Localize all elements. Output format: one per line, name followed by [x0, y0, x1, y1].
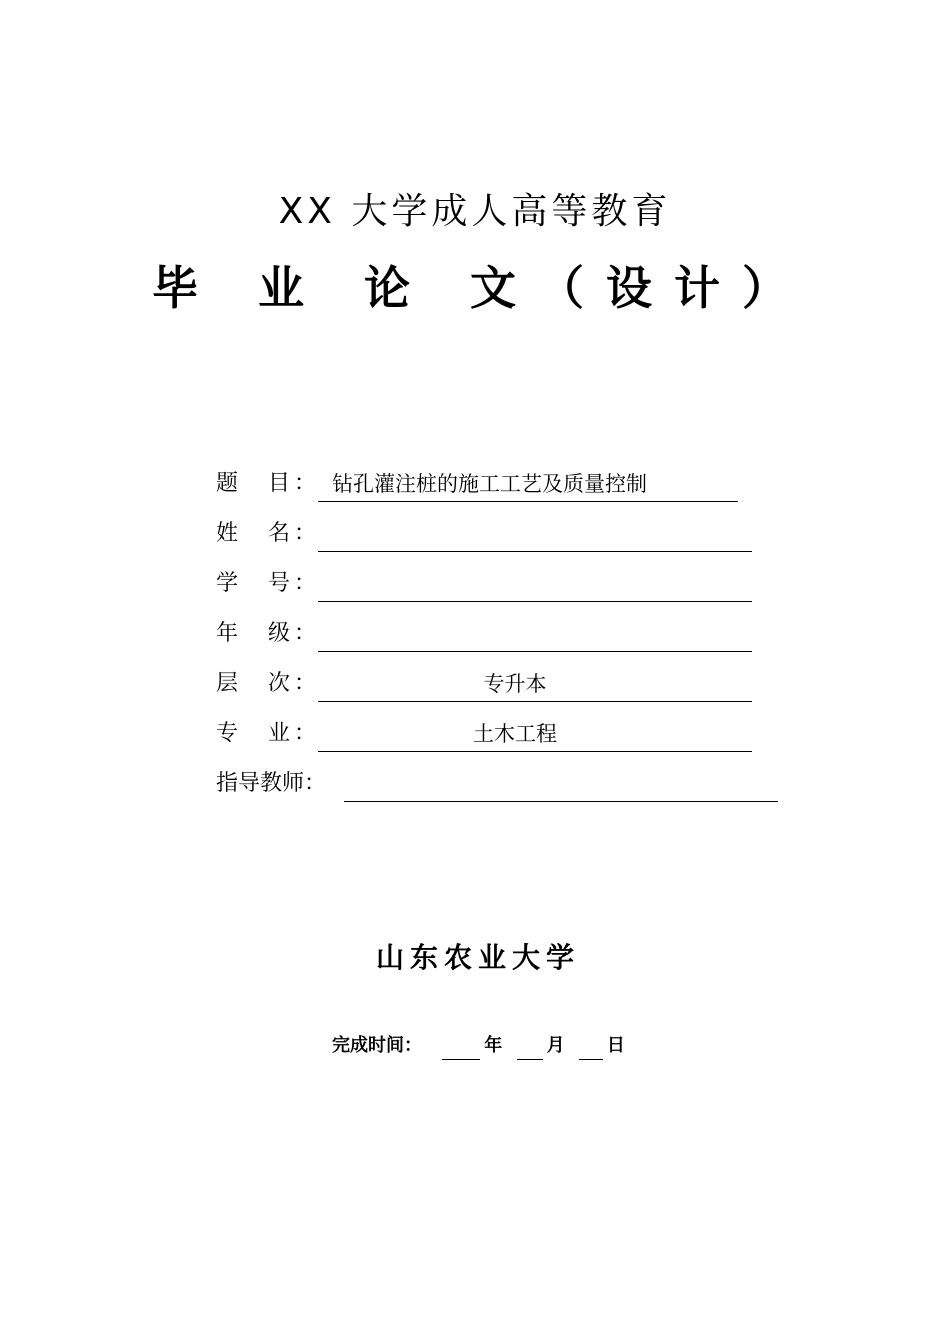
major-field[interactable]: 土木工程 [318, 716, 752, 752]
month-blank[interactable] [517, 1037, 543, 1060]
advisor-field[interactable] [344, 766, 778, 802]
completion-label: 完成时间： [332, 1035, 422, 1056]
title-row: 题 目 ： 钻孔灌注桩的施工工艺及质量控制 [216, 466, 796, 502]
document-type-heading: 毕 业 论 文（设计） [151, 261, 811, 315]
major-row: 专 业 ： 土木工程 [216, 716, 796, 752]
student-id-field[interactable] [318, 566, 752, 602]
year-blank[interactable] [442, 1037, 480, 1060]
month-unit: 月 [546, 1035, 565, 1056]
student-id-row: 学 号 ： [216, 566, 796, 602]
name-row: 姓 名 ： [216, 516, 796, 552]
level-row: 层 次 ： 专升本 [216, 666, 796, 702]
level-field[interactable]: 专升本 [318, 666, 752, 702]
year-unit: 年 [484, 1035, 503, 1056]
advisor-label: 指导教师： [216, 771, 327, 796]
university-heading: XX 大学成人高等教育 [278, 191, 672, 232]
grade-field[interactable] [318, 616, 752, 652]
name-field[interactable] [318, 516, 752, 552]
day-blank[interactable] [579, 1037, 603, 1060]
completion-date [332, 1032, 625, 1060]
advisor-row [216, 766, 796, 802]
title-field[interactable]: 钻孔灌注桩的施工工艺及质量控制 [318, 466, 738, 502]
grade-row: 年 级 ： [216, 616, 796, 652]
school-name: 山东农业大学 [375, 941, 580, 974]
day-unit: 日 [606, 1035, 625, 1056]
